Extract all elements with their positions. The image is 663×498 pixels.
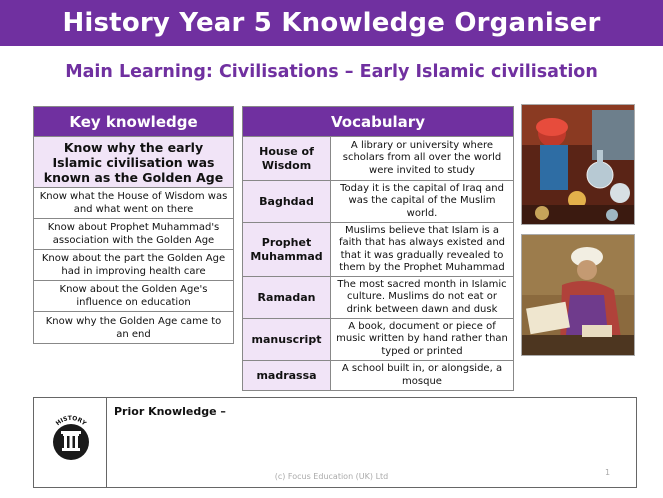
vocabulary-row: [243, 181, 513, 223]
vocabulary-row: [243, 277, 513, 319]
key-knowledge-item: Know about the part the Golden Age had in improving health care: [34, 250, 233, 281]
vocabulary-term: Ramadan: [243, 277, 331, 318]
page-title: History Year 5 Knowledge Organiser: [0, 0, 663, 46]
vocabulary-term: Prophet Muhammad: [243, 223, 331, 276]
page-number: 1: [605, 468, 611, 477]
vocabulary-row: [243, 137, 513, 181]
scholar-laboratory-image: [521, 104, 635, 225]
history-badge-text: HISTORY: [54, 414, 88, 428]
key-knowledge-item: Know what the House of Wisdom was and what went on there: [34, 188, 233, 219]
vocabulary-term: Baghdad: [243, 181, 331, 222]
key-knowledge-item: Know about the Golden Age's influence on education: [34, 281, 233, 312]
column-icon: [61, 431, 81, 451]
vocabulary-row: [243, 361, 513, 390]
prior-knowledge-label: Prior Knowledge –: [114, 405, 226, 418]
vocabulary-term: madrassa: [243, 361, 331, 390]
key-knowledge-item: Know about Prophet Muhammad's association with the Golden Age: [34, 219, 233, 250]
key-knowledge-heading: Key knowledge: [34, 107, 233, 137]
key-knowledge-item: Know why the Golden Age came to an end: [45, 315, 222, 340]
vocabulary-definition: A library or university where scholars from all over the world were invited to study: [342, 139, 502, 176]
vocabulary-definition: Today it is the capital of Iraq and was the capital of the Muslim world.: [340, 182, 504, 219]
key-knowledge-table: [33, 106, 234, 344]
vocabulary-definition: The most sacred month in Islamic culture. Muslims do not eat or drink between dawn and dusk: [337, 278, 507, 315]
vocabulary-row: [243, 319, 513, 361]
vocabulary-term: House of Wisdom: [243, 137, 331, 180]
scholar-reading-image: [521, 234, 635, 356]
vocabulary-table: [242, 106, 514, 391]
vocabulary-definition: A book, document or piece of music written by hand rather than typed or printed: [336, 320, 508, 357]
footer-copyright: (c) Focus Education (UK) Ltd: [274, 472, 389, 481]
vocabulary-heading: Vocabulary: [243, 107, 513, 137]
vocabulary-term: manuscript: [243, 319, 331, 360]
vocabulary-definition: Muslims believe that Islam is a faith that has always existed and that it was gradually revealed to them by the Prophet Muhammad: [338, 224, 506, 273]
page-subtitle: Main Learning: Civilisations – Early Islamic civilisation: [65, 62, 598, 82]
vocabulary-definition: A school built in, or alongside, a mosque: [341, 363, 503, 387]
vocabulary-row: [243, 223, 513, 277]
key-knowledge-item: Know why the early Islamic civilisation was known as the Golden Age: [34, 137, 233, 188]
